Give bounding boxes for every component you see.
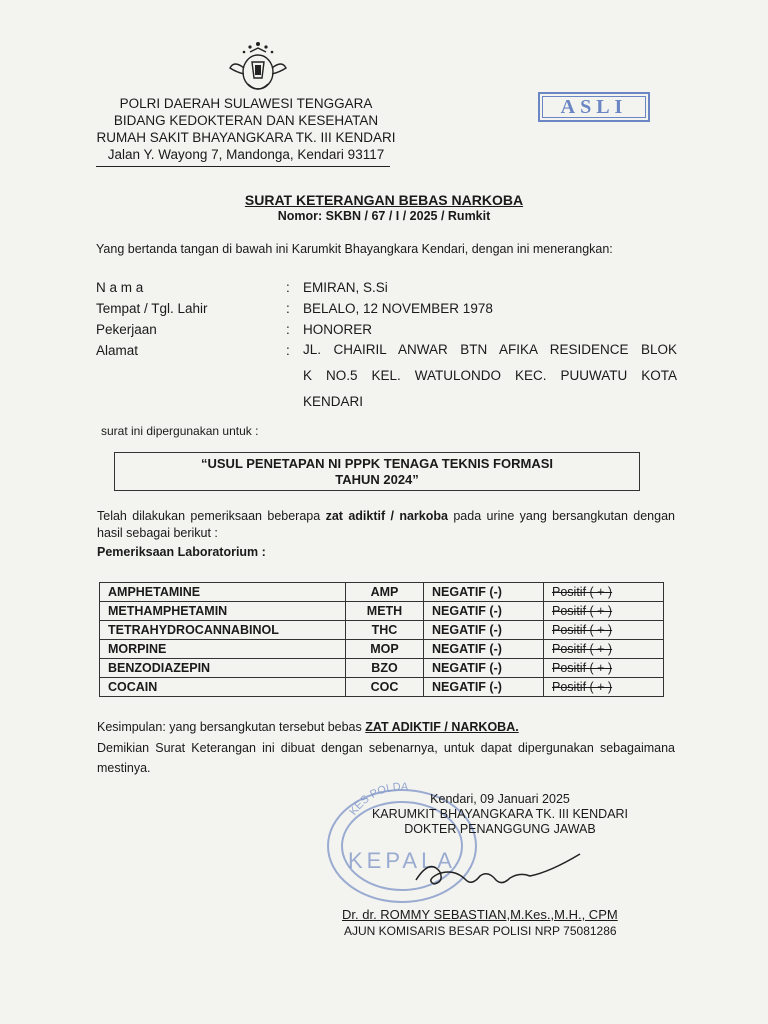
result-cell: NEGATIF (-) <box>424 602 544 621</box>
place-date: Kendari, 09 Januari 2025 <box>430 792 570 806</box>
conclusion-highlight: ZAT ADIKTIF / NARKOBA. <box>365 720 519 734</box>
letterhead-address: Jalan Y. Wayong 7, Mandonga, Kendari 93117 <box>107 147 385 162</box>
result-cell: NEGATIF (-) <box>424 583 544 602</box>
conclusion <box>97 720 519 734</box>
exam-description <box>97 508 675 542</box>
signature-block <box>340 792 660 837</box>
positive-option-cell: Positif ( + ) <box>544 659 664 678</box>
table-row <box>100 621 664 640</box>
letterhead-line: BIDANG KEDOKTERAN DAN KESEHATAN <box>113 113 379 128</box>
stamp-arc-text: KES POLDA <box>347 780 409 818</box>
name-label: N a m a <box>96 280 144 295</box>
substance-cell: TETRAHYDROCANNABINOL <box>100 621 346 640</box>
result-cell: NEGATIF (-) <box>424 678 544 697</box>
purpose-line: “USUL PENETAPAN NI PPPK TENAGA TEKNIS FORMASI <box>201 456 553 471</box>
signer-role: DOKTER PENANGGUNG JAWAB <box>404 822 596 836</box>
purpose-label: surat ini dipergunakan untuk : <box>101 424 259 438</box>
result-cell: NEGATIF (-) <box>424 621 544 640</box>
positive-option-cell: Positif ( + ) <box>544 640 664 659</box>
lab-title: Pemeriksaan Laboratorium : <box>97 545 266 559</box>
name-value: EMIRAN, S.Si <box>303 280 388 295</box>
substance-cell: AMPHETAMINE <box>100 583 346 602</box>
positive-option-cell: Positif ( + ) <box>544 602 664 621</box>
birth-colon: : <box>286 301 290 316</box>
table-row <box>100 659 664 678</box>
document-title: SURAT KETERANGAN BEBAS NARKOBA <box>244 192 524 208</box>
stamp-center-text: KEPALA <box>348 848 456 873</box>
job-colon: : <box>286 322 290 337</box>
letterhead-divider <box>96 166 390 167</box>
address-line: K NO.5 KEL. WATULONDO KEC. PUUWATU KOTA <box>303 368 677 383</box>
conclusion-text: Kesimpulan: yang bersangkutan tersebut bebas <box>97 720 366 734</box>
table-row <box>100 583 664 602</box>
lab-results-table <box>99 582 664 697</box>
purpose-box <box>114 452 640 491</box>
code-cell: MOP <box>346 640 424 659</box>
closing-text: Demikian Surat Keterangan ini dibuat dengan sebenarnya, untuk dapat dipergunakan sebagaimana mestinya. <box>97 741 675 775</box>
substance-cell: METHAMPHETAMIN <box>100 602 346 621</box>
positive-option-cell: Positif ( + ) <box>544 678 664 697</box>
address-colon: : <box>286 343 290 358</box>
name-colon: : <box>286 280 290 295</box>
exam-text-before: Telah dilakukan pemeriksaan beberapa <box>97 509 326 523</box>
positive-option-cell: Positif ( + ) <box>544 583 664 602</box>
signer-position: KARUMKIT BHAYANGKARA TK. III KENDARI <box>371 807 629 821</box>
birth-value: BELALO, 12 NOVEMBER 1978 <box>303 301 493 316</box>
exam-text-after: pada urine yang bersangkutan dengan hasil sebagai berikut : <box>97 509 675 540</box>
letterhead <box>96 95 396 163</box>
substance-cell: COCAIN <box>100 678 346 697</box>
positive-option-cell: Positif ( + ) <box>544 621 664 640</box>
job-value: HONORER <box>303 322 373 337</box>
code-cell: AMP <box>346 583 424 602</box>
code-cell: METH <box>346 602 424 621</box>
table-row <box>100 678 664 697</box>
table-row <box>100 640 664 659</box>
address-label: Alamat <box>96 343 139 358</box>
result-cell: NEGATIF (-) <box>424 659 544 678</box>
code-cell: COC <box>346 678 424 697</box>
purpose-line: TAHUN 2024” <box>335 472 419 487</box>
police-emblem-icon <box>222 38 294 96</box>
substance-cell: BENZODIAZEPIN <box>100 659 346 678</box>
intro-text: Yang bertanda tangan di bawah ini Karumkit Bhayangkara Kendari, dengan ini menerangkan: <box>96 242 613 256</box>
handwritten-signature-icon <box>410 850 585 895</box>
job-label: Pekerjaan <box>96 322 157 337</box>
birth-label: Tempat / Tgl. Lahir <box>96 301 208 316</box>
table-row <box>100 602 664 621</box>
original-stamp: ASLI <box>538 92 650 122</box>
document-number: Nomor: SKBN / 67 / I / 2025 / Rumkit <box>277 209 491 223</box>
letterhead-line: RUMAH SAKIT BHAYANGKARA TK. III KENDARI <box>96 130 396 145</box>
address-line: JL. CHAIRIL ANWAR BTN AFIKA RESIDENCE BLOK <box>303 342 677 357</box>
letterhead-line: POLRI DAERAH SULAWESI TENGGARA <box>119 96 373 111</box>
signer-rank: AJUN KOMISARIS BESAR POLISI NRP 75081286 <box>344 924 617 938</box>
substance-cell: MORPINE <box>100 640 346 659</box>
code-cell: BZO <box>346 659 424 678</box>
code-cell: THC <box>346 621 424 640</box>
address-value <box>303 337 677 415</box>
result-cell: NEGATIF (-) <box>424 640 544 659</box>
exam-text-bold: zat adiktif / narkoba <box>325 509 448 523</box>
signer-name: Dr. dr. ROMMY SEBASTIAN,M.Kes.,M.H., CPM <box>342 907 618 922</box>
address-line: KENDARI <box>303 394 364 409</box>
